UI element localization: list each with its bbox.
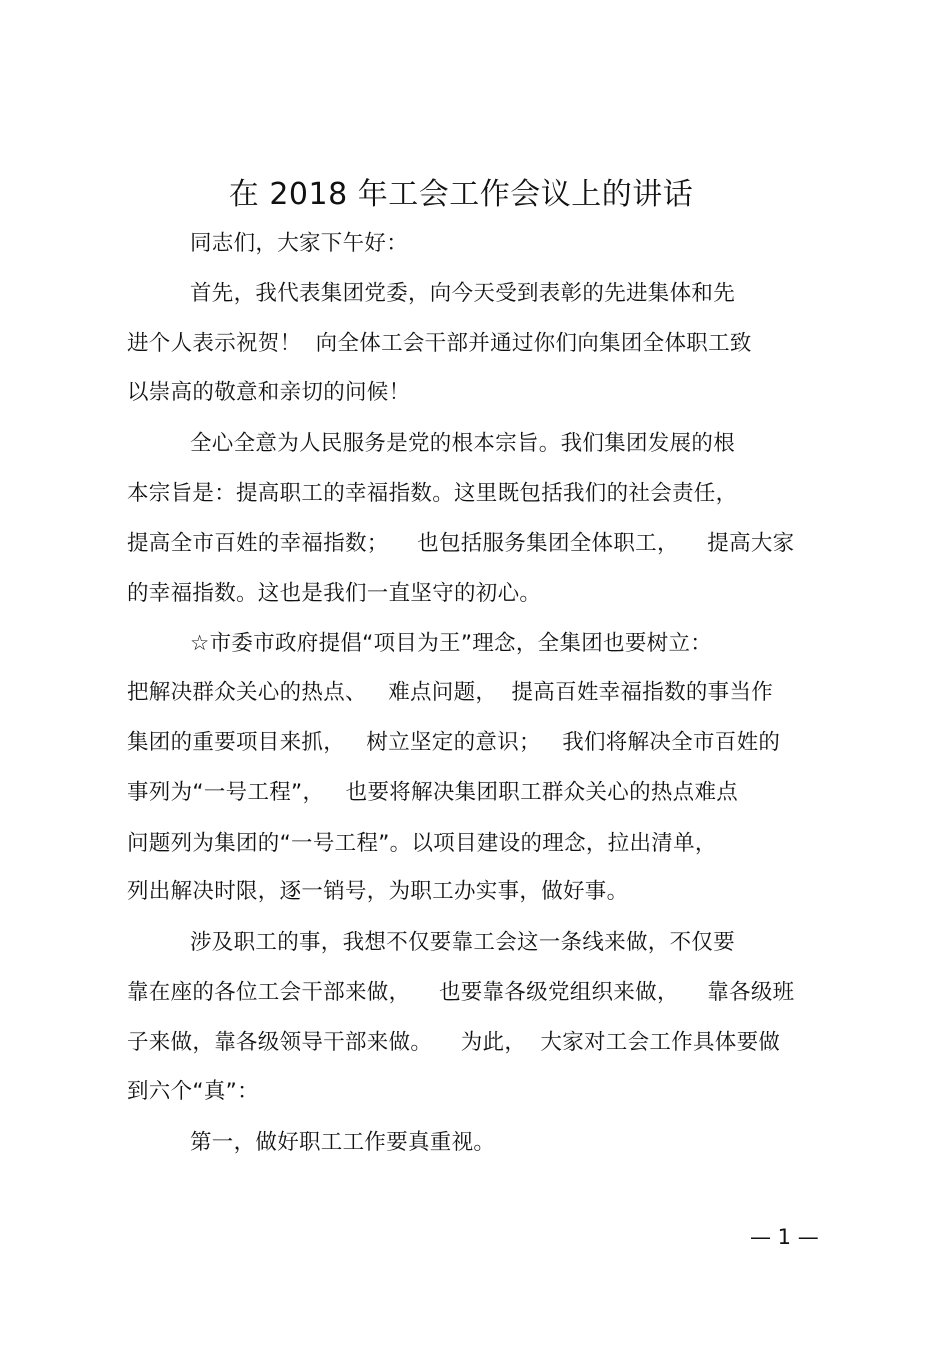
paragraph-line: 把解决群众关心的热点、 难点问题， 提高百姓幸福指数的事当作 [127,680,774,705]
paragraph-line: 本宗旨是：提高职工的幸福指数。这里既包括我们的社会责任， [127,481,738,506]
paragraph-line: 靠在座的各位工会干部来做， 也要靠各级党组织来做， 靠各级班 [127,980,795,1005]
paragraph-line: 列出解决时限，逐一销号，为职工办实事，做好事。 [127,879,629,904]
paragraph-line: 提高全市百姓的幸福指数； 也包括服务集团全体职工， 提高大家 [127,531,795,556]
paragraph-line: 子来做，靠各级领导干部来做。 为此， 大家对工会工作具体要做 [127,1030,781,1055]
page-number: — 1 — [750,1225,819,1249]
page-title: 在 2018 年工会工作会议上的讲话 [228,177,694,212]
paragraph-line: 首先，我代表集团党委，向今天受到表彰的先进集体和先 [190,281,736,306]
paragraph-line: 到六个“真”： [127,1079,259,1104]
paragraph-line: ☆市委市政府提倡“项目为王”理念，全集团也要树立： [190,631,713,656]
paragraph-line: 问题列为集团的“一号工程”。以项目建设的理念，拉出清单， [127,831,717,856]
paragraph-line: 涉及职工的事，我想不仅要靠工会这一条线来做，不仅要 [190,930,736,955]
paragraph-line: 事列为“一号工程”， 也要将解决集团职工群众关心的热点难点 [127,780,739,805]
paragraph-line: 的幸福指数。这也是我们一直坚守的初心。 [127,581,542,606]
paragraph-line: 全心全意为人民服务是党的根本宗旨。我们集团发展的根 [190,431,736,456]
paragraph-line: 进个人表示祝贺！ 向全体工会干部并通过你们向集团全体职工致 [127,331,752,356]
paragraph-line: 集团的重要项目来抓， 树立坚定的意识； 我们将解决全市百姓的 [127,730,781,755]
paragraph-line: 第一，做好职工工作要真重视。 [190,1130,496,1155]
paragraph-line: 以崇高的敬意和亲切的问候！ [127,380,411,405]
paragraph-line: 同志们，大家下午好： [190,231,409,256]
